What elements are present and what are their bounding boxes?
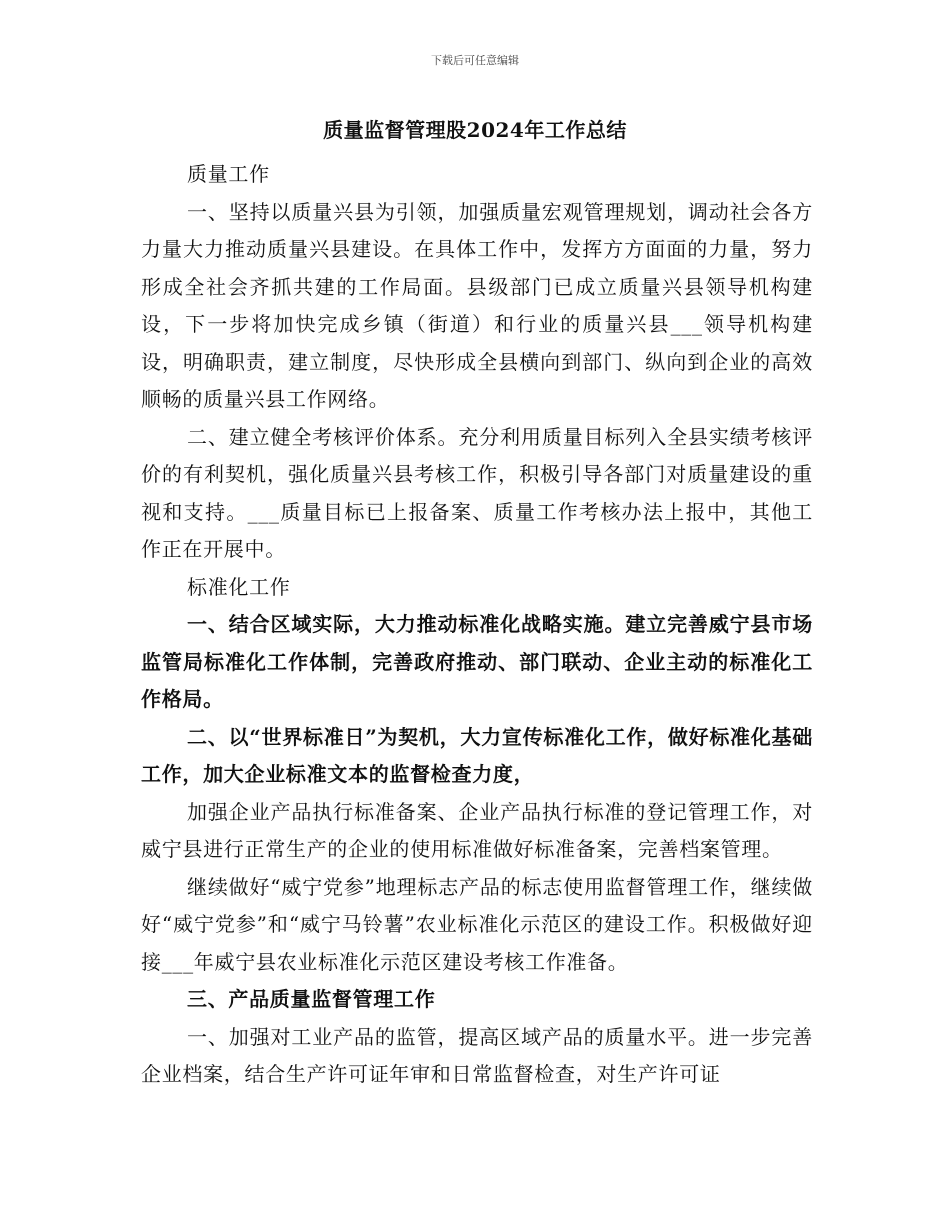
section-heading-product-quality: 三、产品质量监督管理工作 — [187, 987, 436, 1011]
paragraph-product-quality-1: 一、加强对工业产品的监管，提高区域产品的质量水平。进一步完善企业档案，结合生产许可证年审和日常监督检查，对生产许可证 — [141, 1024, 813, 1086]
paragraph-standardization-2: 二、以“世界标准日”为契机，大力宣传标准化工作，做好标准化基础工作，加大企业标准文本的监督检查力度， — [141, 724, 813, 786]
paragraph-quality-1: 一、坚持以质量兴县为引领，加强质量宏观管理规划，调动社会各方力量大力推动质量兴县建设。在具体工作中，发挥方方面面的力量，努力形成全社会齐抓共建的工作局面。县级部门已成立质量兴县领导机构建设，下一步将加快完成乡镇（街道）和行业的质量兴县___领导机构建设，明确职责，建立制度，尽快形成全县横向到部门、纵向到企业的高效顺畅的质量兴县工作网络。 — [141, 199, 813, 411]
paragraph-quality-2: 二、建立健全考核评价体系。充分利用质量目标列入全县实绩考核评价的有利契机，强化质量兴县考核工作，积极引导各部门对质量建设的重视和支持。___质量目标已上报备案、质量工作考核办法上报中，其他工作正在开展中。 — [141, 424, 813, 561]
header-note: 下载后可任意编辑 — [431, 54, 519, 67]
section-heading-quality: 质量工作 — [187, 162, 270, 186]
section-heading-standardization: 标准化工作 — [187, 574, 291, 599]
paragraph-standardization-3: 加强企业产品执行标准备案、企业产品执行标准的登记管理工作，对威宁县进行正常生产的企业的使用标准做好标准备案，完善档案管理。 — [141, 799, 813, 861]
document-body — [141, 156, 813, 1094]
document-title: 质量监督管理股2024年工作总结 — [323, 118, 627, 142]
paragraph-standardization-1: 一、结合区域实际，大力推动标准化战略实施。建立完善威宁县市场监管局标准化工作体制，完善政府推动、部门联动、企业主动的标准化工作格局。 — [141, 612, 813, 711]
paragraph-standardization-4: 继续做好“威宁党参”地理标志产品的标志使用监督管理工作，继续做好“威宁党参”和“威宁马铃薯”农业标准化示范区的建设工作。积极做好迎接___年威宁县农业标准化示范区建设考核工作准备。 — [141, 874, 813, 974]
